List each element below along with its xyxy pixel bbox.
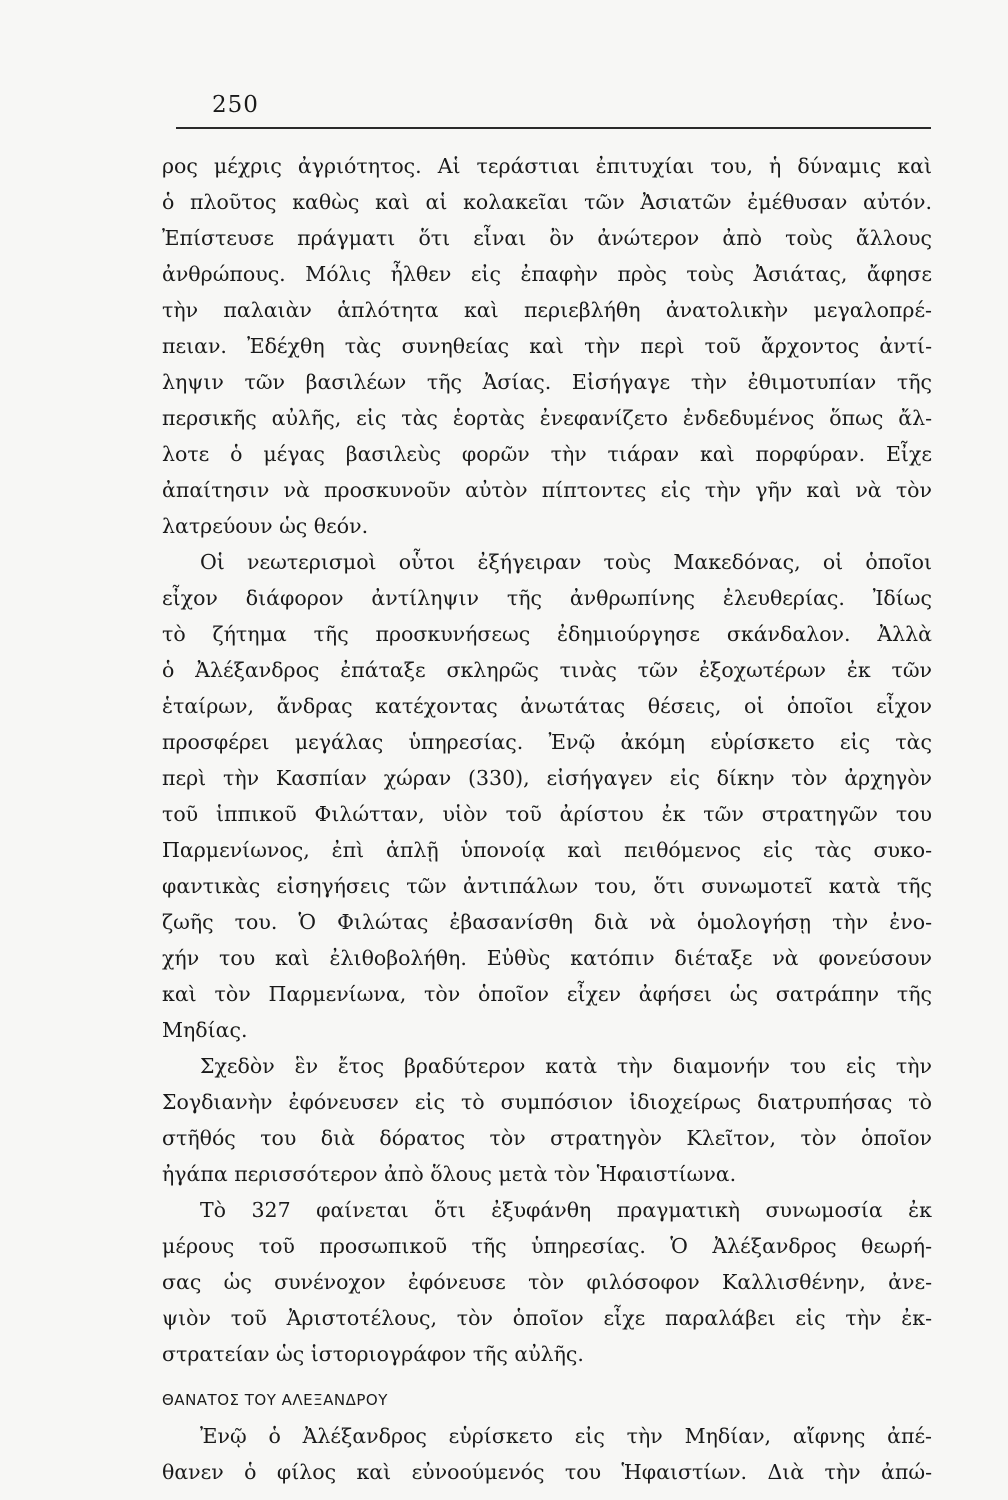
text-line: τοῦ ἱππικοῦ Φιλώτταν, υἱὸν τοῦ ἀρίστου ἐκ τῶν στρατηγῶν του bbox=[162, 802, 932, 826]
text-line: ἀπαίτησιν νὰ προσκυνοῦν αὐτὸν πίπτοντες εἰς τὴν γῆν καὶ νὰ τὸν bbox=[162, 478, 932, 502]
text-line: εἶχον διάφορον ἀντίληψιν τῆς ἀνθρωπίνης ἐλευθερίας. Ἰδίως bbox=[162, 586, 932, 610]
text-line: σας ὡς συνένοχον ἐφόνευσε τὸν φιλόσοφον Καλλισθένην, ἀνε- bbox=[162, 1270, 932, 1294]
text-line: ληψιν τῶν βασιλέων τῆς Ἀσίας. Εἰσήγαγε τὴν ἐθιμοτυπίαν τῆς bbox=[162, 370, 932, 394]
text-line: περὶ τὴν Κασπίαν χώραν (330), εἰσήγαγεν εἰς δίκην τὸν ἀρχηγὸν bbox=[162, 766, 932, 790]
text-line: προσφέρει μεγάλας ὑπηρεσίας. Ἐνῷ ἀκόμη εὑρίσκετο εἰς τὰς bbox=[162, 730, 932, 754]
text-line: καὶ τὸν Παρμενίωνα, τὸν ὁποῖον εἶχεν ἀφήσει ὡς σατράπην τῆς bbox=[162, 982, 932, 1006]
text-line: Παρμενίωνος, ἐπὶ ἁπλῇ ὑπονοίᾳ καὶ πειθόμενος εἰς τὰς συκο- bbox=[162, 838, 932, 862]
text-line: ἀνθρώπους. Μόλις ἦλθεν εἰς ἐπαφὴν πρὸς τοὺς Ἀσιάτας, ἄφησε bbox=[162, 262, 932, 286]
section-heading: ΘΑΝΑΤΟΣ ΤΟΥ ΑΛΕΞΑΝΔΡΟΥ bbox=[162, 1391, 388, 1409]
text-line: ζωῆς του. Ὁ Φιλώτας ἐβασανίσθη διὰ νὰ ὁμολογήσῃ τὴν ἐνο- bbox=[162, 910, 932, 934]
text-line: Μηδίας. bbox=[162, 1018, 248, 1042]
text-line: ρος μέχρις ἀγριότητος. Αἱ τεράστιαι ἐπιτυχίαι του, ἡ δύναμις καὶ bbox=[162, 154, 932, 178]
text-line: φαντικὰς εἰσηγήσεις τῶν ἀντιπάλων του, ὅτι συνωμοτεῖ κατὰ τῆς bbox=[162, 874, 932, 898]
header-rule bbox=[176, 127, 931, 129]
body-text bbox=[162, 148, 932, 1490]
text-line: μέρους τοῦ προσωπικοῦ τῆς ὑπηρεσίας. Ὁ Ἀλέξανδρος θεωρή- bbox=[162, 1234, 932, 1258]
text-line: πειαν. Ἐδέχθη τὰς συνηθείας καὶ τὴν περὶ τοῦ ἄρχοντος ἀντί- bbox=[162, 334, 932, 358]
text-line: ἠγάπα περισσότερον ἀπὸ ὅλους μετὰ τὸν Ἡφαιστίωνα. bbox=[162, 1162, 737, 1186]
page-number: 250 bbox=[212, 92, 259, 118]
text-line: στρατείαν ὡς ἱστοριογράφον τῆς αὐλῆς. bbox=[162, 1342, 584, 1366]
text-line: Σογδιανὴν ἐφόνευσεν εἰς τὸ συμπόσιον ἰδιοχείρως διατρυπήσας τὸ bbox=[162, 1090, 932, 1114]
text-line: ἑταίρων, ἄνδρας κατέχοντας ἀνωτάτας θέσεις, οἱ ὁποῖοι εἶχον bbox=[162, 694, 932, 718]
text-line: χήν του καὶ ἐλιθοβολήθη. Εὐθὺς κατόπιν διέταξε νὰ φονεύσουν bbox=[162, 946, 932, 970]
text-line: τὸ ζήτημα τῆς προσκυνήσεως ἐδημιούργησε σκάνδαλον. Ἀλλὰ bbox=[162, 622, 932, 646]
text-line: περσικῆς αὐλῆς, εἰς τὰς ἑορτὰς ἐνεφανίζετο ἐνδεδυμένος ὅπως ἄλ- bbox=[162, 406, 932, 430]
text-line: στῆθός του διὰ δόρατος τὸν στρατηγὸν Κλεῖτον, τὸν ὁποῖον bbox=[162, 1126, 932, 1150]
text-line: θανεν ὁ φίλος καὶ εὐνοούμενός του Ἡφαιστίων. Διὰ τὴν ἀπώ- bbox=[162, 1460, 932, 1484]
text-line: ὁ πλοῦτος καθὼς καὶ αἱ κολακεῖαι τῶν Ἀσιατῶν ἐμέθυσαν αὐτόν. bbox=[162, 190, 932, 214]
text-line: Σχεδὸν ἓν ἔτος βραδύτερον κατὰ τὴν διαμονήν του εἰς τὴν bbox=[200, 1054, 932, 1078]
text-line: ὁ Ἀλέξανδρος ἐπάταξε σκληρῶς τινὰς τῶν ἐξοχωτέρων ἐκ τῶν bbox=[162, 658, 932, 682]
text-line: λατρεύουν ὡς θεόν. bbox=[162, 514, 369, 538]
text-line: λοτε ὁ μέγας βασιλεὺς φορῶν τὴν τιάραν καὶ πορφύραν. Εἶχε bbox=[162, 442, 932, 466]
text-line: τὴν παλαιὰν ἁπλότητα καὶ περιεβλήθη ἀνατολικὴν μεγαλοπρέ- bbox=[162, 298, 932, 322]
text-line: Ἐνῷ ὁ Ἀλέξανδρος εὑρίσκετο εἰς τὴν Μηδίαν, αἴφνης ἀπέ- bbox=[200, 1424, 932, 1448]
text-line: Ἐπίστευσε πράγματι ὅτι εἶναι ὂν ἀνώτερον ἀπὸ τοὺς ἄλλους bbox=[162, 226, 932, 250]
text-line: ψιὸν τοῦ Ἀριστοτέλους, τὸν ὁποῖον εἶχε παραλάβει εἰς τὴν ἐκ- bbox=[162, 1306, 932, 1330]
text-line: Οἱ νεωτερισμοὶ οὗτοι ἐξήγειραν τοὺς Μακεδόνας, οἱ ὁποῖοι bbox=[200, 550, 932, 574]
text-line: Τὸ 327 φαίνεται ὅτι ἐξυφάνθη πραγματικὴ συνωμοσία ἐκ bbox=[200, 1198, 932, 1222]
